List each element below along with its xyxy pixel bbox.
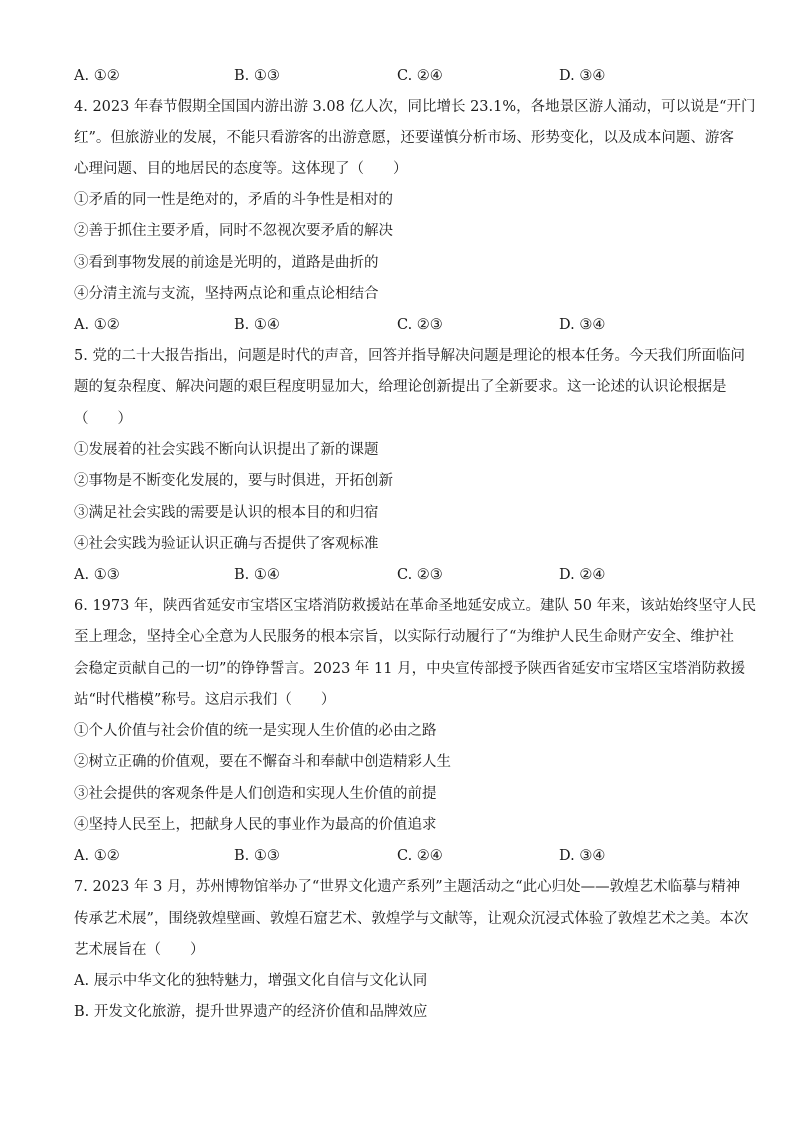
- q5-item: ①发展着的社会实践不断向认识提出了新的课题: [74, 442, 379, 458]
- q5-option-d[interactable]: D. ②④: [559, 567, 606, 583]
- q4-option-d[interactable]: D. ③④: [559, 317, 606, 333]
- q3-options: [74, 66, 734, 86]
- q6-item: ④坚持人民至上，把献身人民的事业作为最高的价值追求: [74, 817, 437, 833]
- q5-stem-line: （ ）: [74, 411, 132, 427]
- q6-option-c[interactable]: C. ②④: [397, 848, 443, 864]
- q6-options: [74, 846, 734, 866]
- q6-stem-line: 会稳定贡献自己的一切”的铮铮誓言。2023 年 11 月，中央宣传部授予陕西省延安市宝塔区宝塔消防救援: [74, 661, 746, 677]
- q4-item: ③看到事物发展的前途是光明的，道路是曲折的: [74, 255, 379, 271]
- q4-stem-line: 红”。但旅游业的发展，不能只看游客的出游意愿，还要谨慎分析市场、形势变化，以及成本问题、游客: [74, 130, 734, 146]
- q3-option-c[interactable]: C. ②④: [397, 68, 443, 84]
- q5-item: ②事物是不断变化发展的，要与时俱进，开拓创新: [74, 473, 393, 489]
- q4-option-b[interactable]: B. ①④: [234, 317, 280, 333]
- q5-options: [74, 565, 734, 585]
- q5-option-c[interactable]: C. ②③: [397, 567, 443, 583]
- q5-item: ④社会实践为验证认识正确与否提供了客观标准: [74, 536, 379, 552]
- q4-stem-line: 4. 2023 年春节假期全国国内游出游 3.08 亿人次，同比增长 23.1%，各地景区游人涌动，可以说是“开门: [74, 99, 756, 115]
- q7-option-a[interactable]: A. 展示中华文化的独特魅力，增强文化自信与文化认同: [74, 973, 428, 989]
- q4-item: ①矛盾的同一性是绝对的，矛盾的斗争性是相对的: [74, 192, 393, 208]
- q5-item: ③满足社会实践的需要是认识的根本目的和归宿: [74, 505, 379, 521]
- q6-item: ②树立正确的价值观，要在不懈奋斗和奉献中创造精彩人生: [74, 754, 451, 770]
- q4-option-c[interactable]: C. ②③: [397, 317, 443, 333]
- q6-option-a[interactable]: A. ①②: [74, 848, 120, 864]
- q5-option-b[interactable]: B. ①④: [234, 567, 280, 583]
- q7-stem-line: 7. 2023 年 3 月，苏州博物馆举办了“世界文化遗产系列”主题活动之“此心归处——敦煌艺术临摹与精神: [74, 879, 741, 895]
- q7-option-b[interactable]: B. 开发文化旅游，提升世界遗产的经济价值和品牌效应: [74, 1004, 428, 1020]
- q3-option-a[interactable]: A. ①②: [74, 68, 120, 84]
- q4-stem-line: 心理问题、目的地居民的态度等。这体现了（ ）: [74, 161, 408, 177]
- q4-item: ④分清主流与支流，坚持两点论和重点论相结合: [74, 286, 379, 302]
- q5-option-a[interactable]: A. ①③: [74, 567, 120, 583]
- q4-options: [74, 315, 734, 335]
- q6-item: ③社会提供的客观条件是人们创造和实现人生价值的前提: [74, 786, 437, 802]
- q6-item: ①个人价值与社会价值的统一是实现人生价值的必由之路: [74, 723, 437, 739]
- q6-stem-line: 站“时代楷模”称号。这启示我们（ ）: [74, 692, 336, 708]
- q3-option-d[interactable]: D. ③④: [559, 68, 606, 84]
- q3-option-b[interactable]: B. ①③: [234, 68, 280, 84]
- q6-option-d[interactable]: D. ③④: [559, 848, 606, 864]
- q7-stem-line: 艺术展旨在（ ）: [74, 942, 205, 958]
- q5-stem-line: 5. 党的二十大报告指出，问题是时代的声音，回答并指导解决问题是理论的根本任务。今天我们所面临问: [74, 348, 745, 364]
- q6-stem-line: 6. 1973 年，陕西省延安市宝塔区宝塔消防救援站在革命圣地延安成立。建队 50 年来，该站始终坚守人民: [74, 598, 757, 614]
- q5-stem-line: 题的复杂程度、解决问题的艰巨程度明显加大，给理论创新提出了全新要求。这一论述的认识论根据是: [74, 379, 727, 395]
- q4-item: ②善于抓住主要矛盾，同时不忽视次要矛盾的解决: [74, 223, 393, 239]
- q6-option-b[interactable]: B. ①③: [234, 848, 280, 864]
- q4-option-a[interactable]: A. ①②: [74, 317, 120, 333]
- q7-stem-line: 传承艺术展”，围绕敦煌壁画、敦煌石窟艺术、敦煌学与文献等，让观众沉浸式体验了敦煌艺术之美。本次: [74, 911, 749, 927]
- q6-stem-line: 至上理念，坚持全心全意为人民服务的根本宗旨，以实际行动履行了“为维护人民生命财产安全、维护社: [74, 629, 734, 645]
